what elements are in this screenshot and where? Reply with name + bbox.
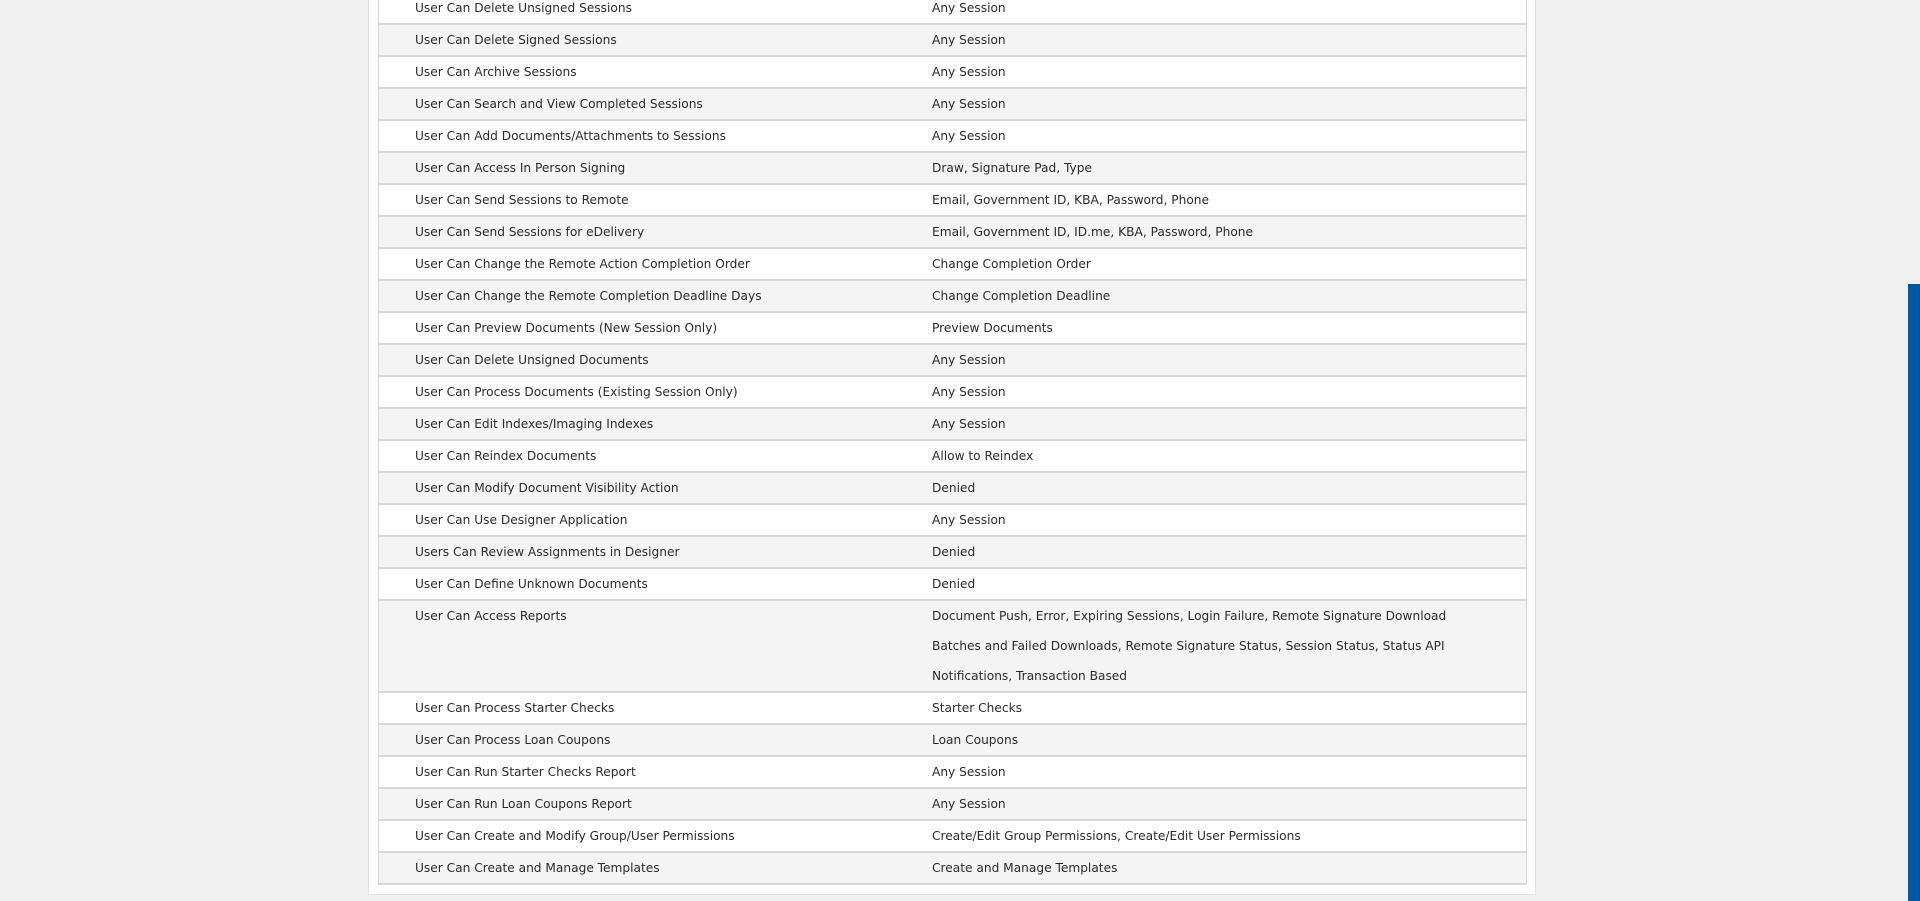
permission-value: Document Push, Error, Expiring Sessions, Login Failure, Remote Signature Download Batches and Failed Downloads, Remote Signature Status, Session Status, Status API Notifications, Transaction Based xyxy=(932,609,1447,683)
permission-name: User Can Add Documents/Attachments to Sessions xyxy=(415,129,726,143)
permission-value: Email, Government ID, ID.me, KBA, Password, Phone xyxy=(932,225,1254,239)
permission-value: Email, Government ID, KBA, Password, Phone xyxy=(932,193,1210,207)
permission-value: Preview Documents xyxy=(932,321,1053,335)
table-row xyxy=(379,853,1526,885)
table-row xyxy=(379,473,1526,505)
table-row xyxy=(379,25,1526,57)
permission-name: User Can Access Reports xyxy=(415,609,567,623)
table-row xyxy=(379,821,1526,853)
table-row xyxy=(379,409,1526,441)
permission-name: User Can Send Sessions for eDelivery xyxy=(415,225,645,239)
permission-value: Change Completion Order xyxy=(932,257,1091,271)
permission-value: Denied xyxy=(932,577,976,591)
permission-name: User Can Create and Manage Templates xyxy=(415,861,660,875)
permission-name: User Can Archive Sessions xyxy=(415,65,577,79)
permission-name: User Can Send Sessions to Remote xyxy=(415,193,629,207)
permission-value: Any Session xyxy=(932,513,1006,527)
permission-value: Draw, Signature Pad, Type xyxy=(932,161,1092,175)
permissions-table xyxy=(378,0,1527,885)
permission-value: Any Session xyxy=(932,765,1006,779)
permission-name: User Can Create and Modify Group/User Permissions xyxy=(415,829,735,843)
permission-name: User Can Run Starter Checks Report xyxy=(415,765,636,779)
table-row xyxy=(379,725,1526,757)
permission-name: User Can Process Documents (Existing Session Only) xyxy=(415,385,738,399)
table-row xyxy=(379,281,1526,313)
table-row xyxy=(379,249,1526,281)
permission-value: Create and Manage Templates xyxy=(932,861,1118,875)
permission-value: Any Session xyxy=(932,97,1006,111)
permission-name: User Can Delete Unsigned Sessions xyxy=(415,1,632,15)
permission-name: User Can Change the Remote Action Completion Order xyxy=(415,257,750,271)
table-row xyxy=(379,57,1526,89)
table-row xyxy=(379,757,1526,789)
permission-name: User Can Search and View Completed Sessions xyxy=(415,97,703,111)
permission-name: User Can Use Designer Application xyxy=(415,513,628,527)
permission-value: Denied xyxy=(932,481,976,495)
permission-value: Create/Edit Group Permissions, Create/Edit User Permissions xyxy=(932,829,1301,843)
permission-value: Allow to Reindex xyxy=(932,449,1034,463)
permission-value: Starter Checks xyxy=(932,701,1022,715)
table-row xyxy=(379,217,1526,249)
permission-name: User Can Process Starter Checks xyxy=(415,701,615,715)
permission-value: Change Completion Deadline xyxy=(932,289,1111,303)
table-row xyxy=(379,569,1526,601)
permission-value: Any Session xyxy=(932,353,1006,367)
permission-name: User Can Access In Person Signing xyxy=(415,161,626,175)
permission-name: User Can Reindex Documents xyxy=(415,449,597,463)
permission-name: User Can Delete Unsigned Documents xyxy=(415,353,649,367)
permission-value: Any Session xyxy=(932,33,1006,47)
permission-value: Any Session xyxy=(932,65,1006,79)
table-row xyxy=(379,121,1526,153)
table-row xyxy=(379,345,1526,377)
permission-name: User Can Process Loan Coupons xyxy=(415,733,611,747)
table-row xyxy=(379,89,1526,121)
table-row xyxy=(379,185,1526,217)
permission-name: User Can Preview Documents (New Session Only) xyxy=(415,321,718,335)
table-row xyxy=(379,693,1526,725)
permission-value: Any Session xyxy=(932,1,1006,15)
permission-value: Any Session xyxy=(932,417,1006,431)
table-row xyxy=(379,789,1526,821)
table-row xyxy=(379,153,1526,185)
permission-name: User Can Define Unknown Documents xyxy=(415,577,648,591)
table-row xyxy=(379,0,1526,25)
permission-value: Any Session xyxy=(932,129,1006,143)
permission-value: Any Session xyxy=(932,797,1006,811)
permission-value: Denied xyxy=(932,545,976,559)
permission-name: User Can Delete Signed Sessions xyxy=(415,33,617,47)
table-row xyxy=(379,601,1526,693)
table-row xyxy=(379,441,1526,473)
permission-name: Users Can Review Assignments in Designer xyxy=(415,545,680,559)
table-row xyxy=(379,377,1526,409)
permission-value: Loan Coupons xyxy=(932,733,1019,747)
permission-name: User Can Run Loan Coupons Report xyxy=(415,797,632,811)
table-row xyxy=(379,505,1526,537)
permission-name: User Can Modify Document Visibility Action xyxy=(415,481,679,495)
scrollbar-thumb[interactable] xyxy=(1908,284,1920,901)
table-row xyxy=(379,537,1526,569)
permission-name: User Can Change the Remote Completion Deadline Days xyxy=(415,289,762,303)
permission-value: Any Session xyxy=(932,385,1006,399)
permission-name: User Can Edit Indexes/Imaging Indexes xyxy=(415,417,654,431)
table-row xyxy=(379,313,1526,345)
